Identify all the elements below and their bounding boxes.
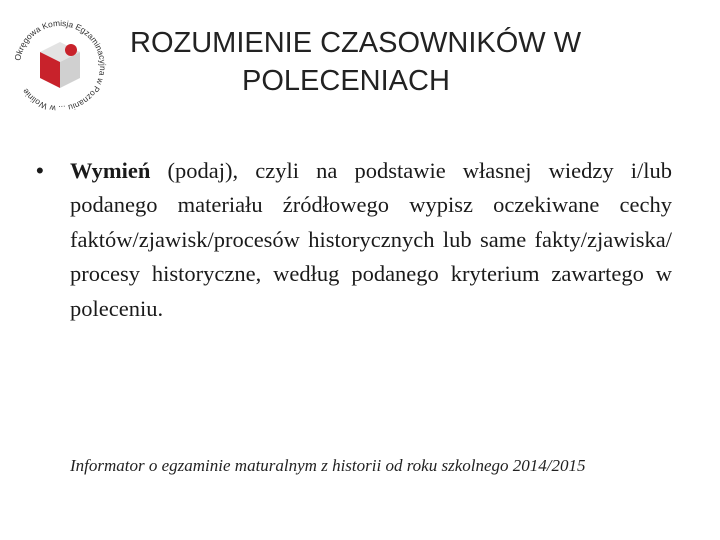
bullet-marker: • <box>36 158 44 183</box>
title-line-1: ROZUMIENIE CZASOWNIKÓW W <box>130 27 582 59</box>
logo-ring-text: Okręgowa Komisja Egzaminacyjna w Poznaniu ... w Wolinie <box>12 17 109 115</box>
bullet-body: (podaj), czyli na podstawie własnej wiedzy i/lub podanego materiału źródłowego wypisz oczekiwane cechy faktów/zjawisk/procesów historycznych lub same fakty/zjawiska/ procesy historyczne, według podanego kryterium zawartego w poleceniu. <box>70 158 672 321</box>
bullet-term: Wymień <box>70 158 151 183</box>
source-citation: Informator o egzaminie maturalnym z historii od roku szkolnego 2014/2015 <box>70 456 586 475</box>
bullet-text <box>70 154 672 326</box>
title-line-2: POLECENIACH <box>242 65 450 97</box>
institution-logo <box>8 14 112 118</box>
bullet-item <box>36 154 672 326</box>
page-title <box>112 24 672 100</box>
